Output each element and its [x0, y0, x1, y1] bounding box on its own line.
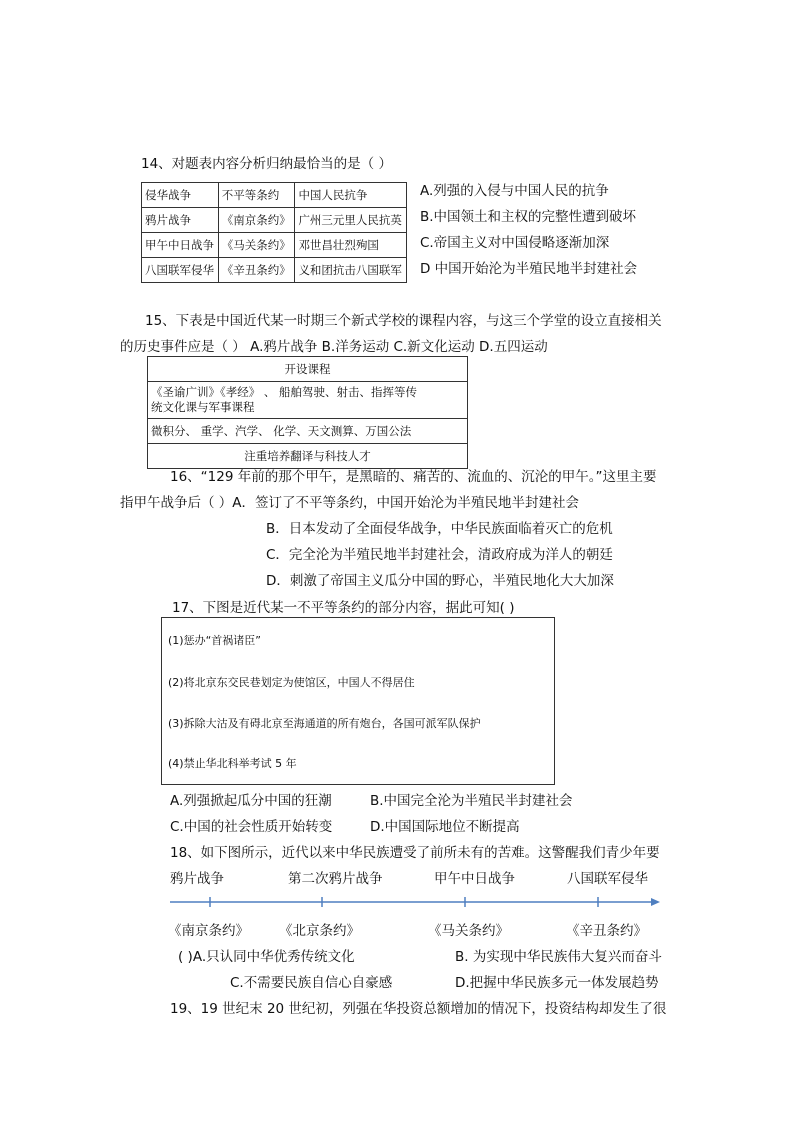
- treaty-item: (1)惩办“首祸诸臣”: [168, 634, 261, 647]
- q18-option-b: B. 为实现中华民族伟大复兴而奋斗: [455, 949, 662, 965]
- q16-option-d: D．刺激了帝国主义瓜分中国的野心，半殖民地化大大加深: [266, 573, 614, 589]
- q18-option-c: C.不需要民族自信心自豪感: [230, 975, 393, 991]
- q16-option-b: B．日本发动了全面侵华战争，中华民族面临着灭亡的危机: [266, 521, 613, 537]
- table-cell: 八国联军侵华: [142, 258, 219, 283]
- timeline-war: 甲午中日战争: [434, 871, 515, 887]
- table-cell: 《马关条约》: [218, 233, 295, 258]
- q18-stem: 18、如下图所示，近代以来中华民族遭受了前所未有的苦难。这警醒我们青少年要: [170, 845, 660, 861]
- q18-option-a: ( )A.只认同中华优秀传统文化: [178, 949, 355, 965]
- timeline-treaty: 《马关条约》: [428, 923, 509, 939]
- q16-option-c: C．完全沦为半殖民地半封建社会，清政府成为洋人的朝廷: [266, 547, 613, 563]
- q14-option-c: C.帝国主义对中国侵略逐渐加深: [420, 235, 610, 251]
- table-cell: [148, 382, 468, 419]
- q17-option-b: B.中国完全沦为半殖民半封建社会: [370, 793, 573, 809]
- table-cell: 《南京条约》: [218, 208, 295, 233]
- q17-option-a: A.列强掀起瓜分中国的狂潮: [170, 793, 332, 809]
- timeline-treaty: 《北京条约》: [279, 923, 360, 939]
- table-header: 开设课程: [148, 357, 468, 382]
- q18-option-d: D.把握中华民族多元一体发展趋势: [455, 975, 659, 991]
- table-cell: 注重培养翻译与科技人才: [148, 444, 468, 469]
- table-cell: 《辛丑条约》: [218, 258, 295, 283]
- table-cell: 邓世昌壮烈殉国: [295, 233, 407, 258]
- timeline-treaty: 《辛丑条约》: [566, 923, 647, 939]
- treaty-item: (4)禁止华北科举考试 5 年: [168, 757, 297, 770]
- table-cell: 义和团抗击八国联军: [295, 258, 407, 283]
- table-cell-line: 统文化课与军事课程: [151, 400, 255, 414]
- q17-option-c: C.中国的社会性质开始转变: [170, 819, 333, 835]
- timeline-war: 第二次鸦片战争: [288, 871, 383, 887]
- timeline-arrow: [170, 897, 660, 907]
- q15-table: [147, 356, 468, 469]
- timeline-war: 鸦片战争: [170, 871, 224, 887]
- table-cell: 不平等条约: [218, 183, 295, 208]
- q14-option-d: D 中国开始沦为半殖民地半封建社会: [420, 261, 638, 277]
- table-cell: 鸦片战争: [142, 208, 219, 233]
- q15-stem-line2: 的历史事件应是（ ） A.鸦片战争 B.洋务运动 C.新文化运动 D.五四运动: [120, 339, 548, 355]
- table-cell-line: 《圣谕广训》《孝经》 、 船舶驾驶、射击、指挥等传: [151, 385, 418, 399]
- table-cell: 中国人民抗争: [295, 183, 407, 208]
- q17-treaty-box: [161, 617, 555, 785]
- treaty-item: (3)拆除大沽及有碍北京至海通道的所有炮台，各国可派军队保护: [168, 717, 481, 730]
- treaty-item: (2)将北京东交民巷划定为使馆区，中国人不得居住: [168, 676, 415, 689]
- q16-stem-line1: 16、“129 年前的那个甲午，是黑暗的、痛苦的、流血的、沉沦的甲午。”这里主要: [170, 469, 657, 485]
- q14-option-a: A.列强的入侵与中国人民的抗争: [420, 183, 609, 199]
- q19-stem-line1: 19、19 世纪末 20 世纪初，列强在华投资总额增加的情况下，投资结构却发生了很: [170, 1001, 667, 1017]
- q15-stem-line1: 15、下表是中国近代某一时期三个新式学校的课程内容，与这三个学堂的设立直接相关: [145, 313, 662, 329]
- q17-stem: 17、下图是近代某一不平等条约的部分内容，据此可知( ): [172, 600, 515, 616]
- table-cell: 微积分、 重学、汽学、 化学、天文测算、万国公法: [148, 419, 468, 444]
- timeline-treaty: 《南京条约》: [168, 923, 249, 939]
- timeline-war: 八国联军侵华: [567, 871, 648, 887]
- q17-option-d: D.中国国际地位不断提高: [370, 819, 520, 835]
- table-cell: 广州三元里人民抗英: [295, 208, 407, 233]
- q14-stem: 14、对题表内容分析归纳最恰当的是（ ）: [141, 156, 392, 172]
- q16-stem-line2: 指甲午战争后（ ）A．签订了不平等条约，中国开始沦为半殖民地半封建社会: [120, 495, 580, 511]
- q14-option-b: B.中国领土和主权的完整性遭到破坏: [420, 209, 637, 225]
- table-cell: 侵华战争: [142, 183, 219, 208]
- q14-table: [141, 182, 407, 283]
- table-cell: 甲午中日战争: [142, 233, 219, 258]
